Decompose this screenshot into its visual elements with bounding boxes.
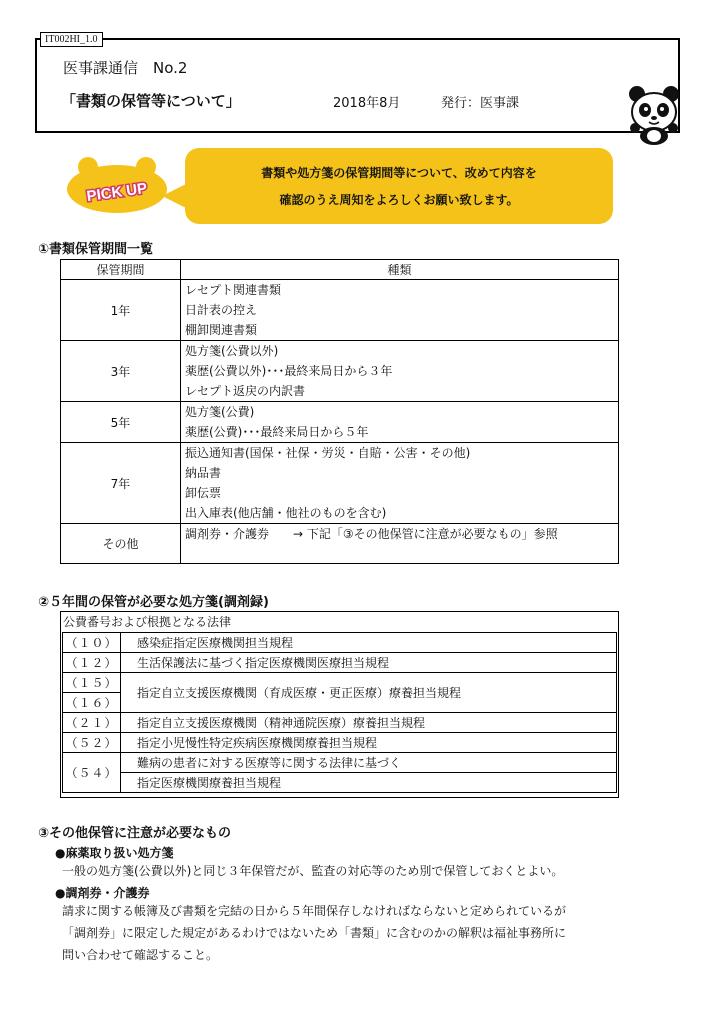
type-item: レセプト返戻の内訳書: [185, 384, 306, 398]
table-row: [61, 402, 619, 443]
header-box: [35, 38, 680, 133]
section3-title: ③その他保管に注意が必要なもの: [38, 826, 232, 841]
pickup-line-2: 確認のうえ周知をよろしくお願い致します。: [279, 193, 519, 207]
table-row: [61, 524, 619, 564]
section1-title: ①書類保管期間一覧: [38, 242, 154, 257]
law-cell: 指定医療機関療養担当規程: [121, 773, 617, 793]
code-cell: （５２）: [63, 733, 121, 753]
col-type-header: 種類: [181, 260, 619, 280]
law-cell: 指定自立支援医療機関（育成医療・更正医療）療養担当規程: [121, 673, 617, 713]
table-row: [63, 713, 617, 733]
voucher-title: ●調剤券・介護券: [55, 886, 150, 900]
type-item: 処方箋(公費): [185, 405, 255, 419]
law-cell: 生活保護法に基づく指定医療機関医療担当規程: [121, 653, 617, 673]
voucher-text: [62, 900, 566, 966]
type-item: 出入庫表(他店舗・他社のものを含む): [185, 506, 387, 520]
document-id: IT002HI_1.0: [40, 32, 103, 47]
voucher-text-line: 「調剤券」に限定した規定があるわけではないため「書類」に含むのかの解釈は福祉事務所に: [62, 926, 567, 940]
pickup-badge: [62, 155, 172, 215]
section2-title: ②５年間の保管が必要な処方箋(調剤録): [38, 595, 269, 610]
law-cell: 指定小児慢性特定疾病医療機関療養担当規程: [121, 733, 617, 753]
type-item: 薬歴(公費)･･･最終来局日から５年: [185, 425, 369, 439]
type-item: 薬歴(公費以外)･･･最終来局日から３年: [185, 364, 393, 378]
type-cell: [181, 524, 619, 564]
table-row: [63, 753, 617, 773]
law-box-header: 公費番号および根拠となる法律: [63, 615, 232, 629]
pickup-line-1: 書類や処方箋の保管期間等について、改めて内容を: [261, 166, 537, 180]
table-row: [63, 733, 617, 753]
type-item: 日計表の控え: [185, 303, 258, 317]
period-cell: 1年: [61, 280, 181, 341]
type-cell: [181, 341, 619, 402]
type-cell: [181, 280, 619, 341]
law-cell: 指定自立支援医療機関（精神通院医療）療養担当規程: [121, 713, 617, 733]
type-item: 卸伝票: [185, 486, 222, 500]
table-row: [63, 673, 617, 693]
type-item: 棚卸関連書類: [185, 323, 258, 337]
type-item: 調剤券・介護券 → 下記「③その他保管に注意が必要なもの」参照: [185, 527, 558, 541]
period-cell: 7年: [61, 443, 181, 524]
pickup-bubble: [185, 148, 613, 224]
table-row: [61, 341, 619, 402]
col-period-header: 保管期間: [61, 260, 181, 280]
table-row: [63, 773, 617, 793]
voucher-text-line: 問い合わせて確認すること。: [62, 948, 219, 962]
period-cell: その他: [61, 524, 181, 564]
pickup-badge-label: PICK UP: [85, 179, 149, 206]
period-cell: 3年: [61, 341, 181, 402]
law-cell: 難病の患者に対する医療等に関する法律に基づく: [121, 753, 617, 773]
table-row: [63, 653, 617, 673]
table-row: [61, 443, 619, 524]
voucher-text-line: 請求に関する帳簿及び書類を完結の日から５年間保存しなければならないと定められているが: [62, 904, 567, 918]
issuer: 発行：医事課: [441, 96, 520, 111]
type-item: 納品書: [185, 466, 222, 480]
code-cell: （１６）: [63, 693, 121, 713]
narcotics-title: ●麻薬取り扱い処方箋: [55, 846, 174, 860]
table-row: [61, 280, 619, 341]
type-item: 処方箋(公費以外): [185, 344, 279, 358]
public-expense-law-table: [62, 632, 617, 793]
newsletter-title: 医事課通信 No.2: [63, 59, 188, 77]
code-cell: （１２）: [63, 653, 121, 673]
type-cell: [181, 443, 619, 524]
type-item: 振込通知書(国保・社保・労災・自賠・公害・その他): [185, 446, 471, 460]
table-row: [63, 633, 617, 653]
issue-date: 2018年8月: [333, 96, 401, 111]
retention-period-table: [60, 259, 619, 564]
code-cell: （５４）: [63, 753, 121, 793]
type-item: レセプト関連書類: [185, 283, 282, 297]
panda-mascot-icon: [625, 84, 683, 146]
narcotics-text: 一般の処方箋(公費以外)と同じ３年保管だが、監査の対応等のため別で保管しておくとよい。: [62, 864, 564, 878]
period-cell: 5年: [61, 402, 181, 443]
law-cell: 感染症指定医療機関担当規程: [121, 633, 617, 653]
subject-title: 「書類の保管等について」: [61, 92, 241, 110]
code-cell: （１５）: [63, 673, 121, 693]
code-cell: （２１）: [63, 713, 121, 733]
code-cell: （１０）: [63, 633, 121, 653]
type-cell: [181, 402, 619, 443]
